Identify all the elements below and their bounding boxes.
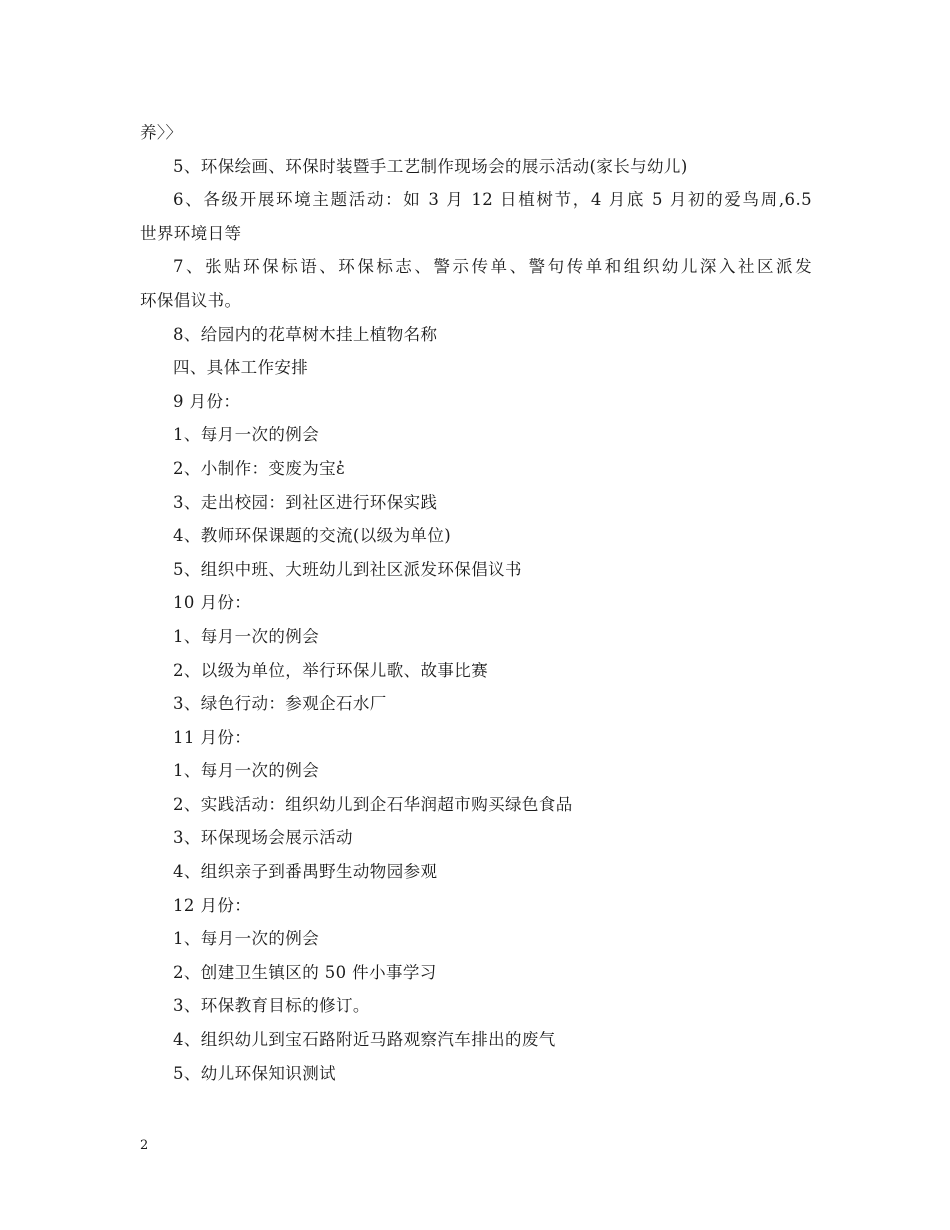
text-line: 6、各级开展环境主题活动：如 3 月 12 日植树节，4 月底 5 月初的爱鸟周,6.5 (173, 190, 812, 210)
text-line: 5、组织中班、大班幼儿到社区派发环保倡议书 (173, 559, 522, 579)
text-line: 9 月份： (173, 391, 241, 411)
text-line: 四、具体工作安排 (173, 358, 309, 378)
text-line: 2、小制作：变废为宝ɛ̓ (173, 458, 345, 478)
text-line: 5、环保绘画、环保时装暨手工艺制作现场会的展示活动(家长与幼儿) (173, 156, 688, 176)
document-body (140, 116, 812, 1090)
text-line: 11 月份： (173, 727, 252, 747)
text-line: 3、走出校园：到社区进行环保实践 (173, 492, 438, 512)
text-line: 12 月份： (173, 895, 252, 915)
text-line: 1、每月一次的例会 (173, 761, 320, 781)
text-line: 4、组织亲子到番禺野生动物园参观 (173, 862, 438, 882)
text-line: 3、绿色行动：参观企石水厂 (173, 694, 387, 714)
text-line: 5、幼儿环保知识测试 (173, 1063, 336, 1083)
text-line: 10 月份： (173, 593, 252, 613)
text-line: 1、每月一次的例会 (173, 929, 320, 949)
text-line: 1、每月一次的例会 (173, 425, 320, 445)
text-line: 2、创建卫生镇区的 50 件小事学习 (173, 962, 437, 982)
text-line: 1、每月一次的例会 (173, 626, 320, 646)
page-number: 2 (140, 1138, 149, 1153)
text-line: 2、以级为单位，举行环保儿歌、故事比赛 (173, 660, 489, 680)
text-line: 4、组织幼儿到宝石路附近马路观察汽车排出的废气 (173, 1030, 556, 1050)
text-line: 4、教师环保课题的交流(以级为单位) (173, 526, 452, 546)
text-line: 养〉〉 (140, 123, 183, 142)
text-line: 环保倡议书。 (140, 290, 242, 310)
text-line: 世界环境日等 (140, 223, 242, 243)
text-line: 7、张贴环保标语、环保标志、警示传单、警句传单和组织幼儿深入社区派发 (173, 257, 812, 277)
text-line: 8、给园内的花草树木挂上植物名称 (173, 324, 438, 344)
text-line: 2、实践活动：组织幼儿到企石华润超市购买绿色食品 (173, 794, 573, 814)
text-line: 3、环保现场会展示活动 (173, 828, 353, 848)
text-line: 3、环保教育目标的修订。 (173, 996, 370, 1016)
